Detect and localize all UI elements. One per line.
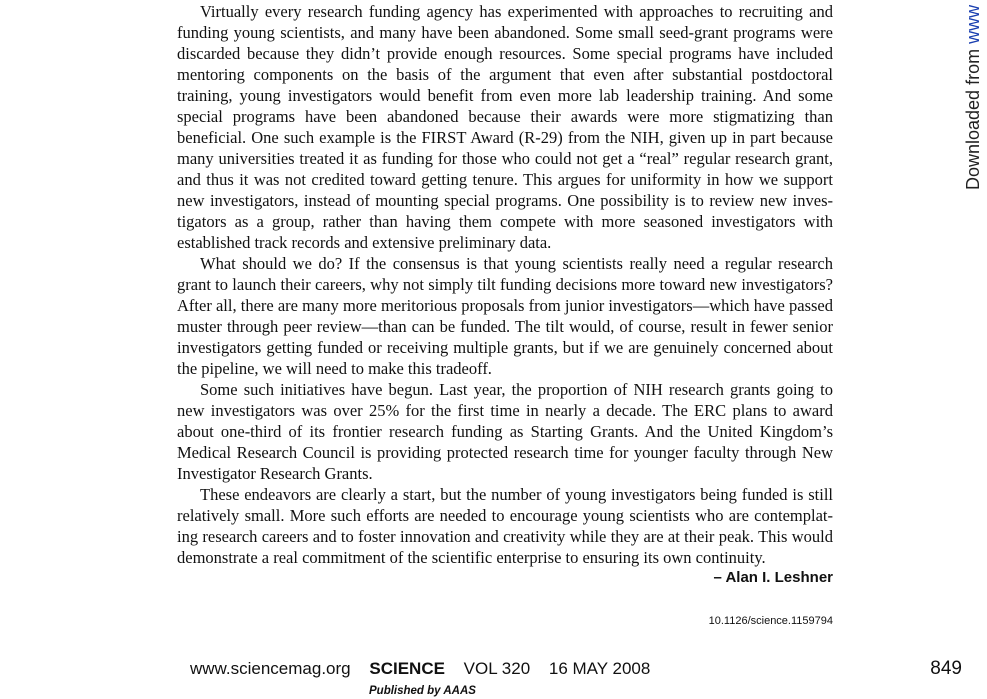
download-sideband-text: Downloaded from [963,43,983,190]
paragraph-3: Some such initiatives have begun. Last year, the proportion of NIH research grants going to new investigators was over 25% for the first time in nearly a decade. The ERC plans to award about one-third of its frontier research funding as Starting Grants. And the United Kingdom’s Medical Research Council is providing protected research time for younger faculty through New Investigator Research Grants. [177,380,833,483]
footer-date: 16 MAY 2008 [548,659,651,678]
page-footer [190,657,664,681]
footer-website: www.sciencemag.org [190,659,351,678]
download-sideband [962,0,984,190]
article-body [177,1,833,568]
page-number: 849 [930,658,962,679]
publisher-line: Published by AAAS [369,685,476,697]
paragraph-2: What should we do? If the consensus is that young scientists really need a regular research grant to launch their careers, why not simply tilt funding decisions more toward new investigators? After all, there are many more meritorious proposals from junior investigators—which have passed muster through peer review—than can be funded. The tilt would, of course, result in fewer senior investigators getting funded or receiving multiple grants, but if we are genuinely concerned about the pipeline, we will need to make this tradeoff. [177,254,833,378]
paragraph-4: These endeavors are clearly a start, but the number of young investigators being funded is still relatively small. More such efforts are needed to encourage young scientists who are contemplating research careers and to foster innovation and creativity while they are at their peak. This would demonstrate a real commitment of the scientific enterprise to ensuring its own continuity. [177,485,833,567]
footer-volume: VOL 320 [463,659,531,678]
author-signature: – Alan I. Leshner [713,569,833,586]
doi-reference: 10.1126/science.1159794 [708,615,833,627]
download-sideband-link[interactable]: www [963,4,983,44]
footer-journal-name: SCIENCE [369,659,445,678]
paragraph-1: Virtually every research funding agency has experimented with approaches to recruiting and funding young scientists, and many have been abandoned. Some small seed-grant programs were discarded because they didn’t provide enough resources. Some special programs have included mentoring components on the basis of the argument that even after substantial postdoctoral training, young investigators would benefit from even more lab leadership training. And some special programs have been abandoned because their awards were more stigmatizing than beneficial. One such example is the FIRST Award (R-29) from the NIH, given up in part because many universities treated it as funding for those who could not get a “real” regular research grant, and thus it was not credited toward getting tenure. This argues for uniformity in how we support new investigators, instead of mounting special programs. One possibility is to review new investigators as a group, rather than having them compete with more seasoned investigators with established track records and extensive preliminary data. [177,2,833,252]
